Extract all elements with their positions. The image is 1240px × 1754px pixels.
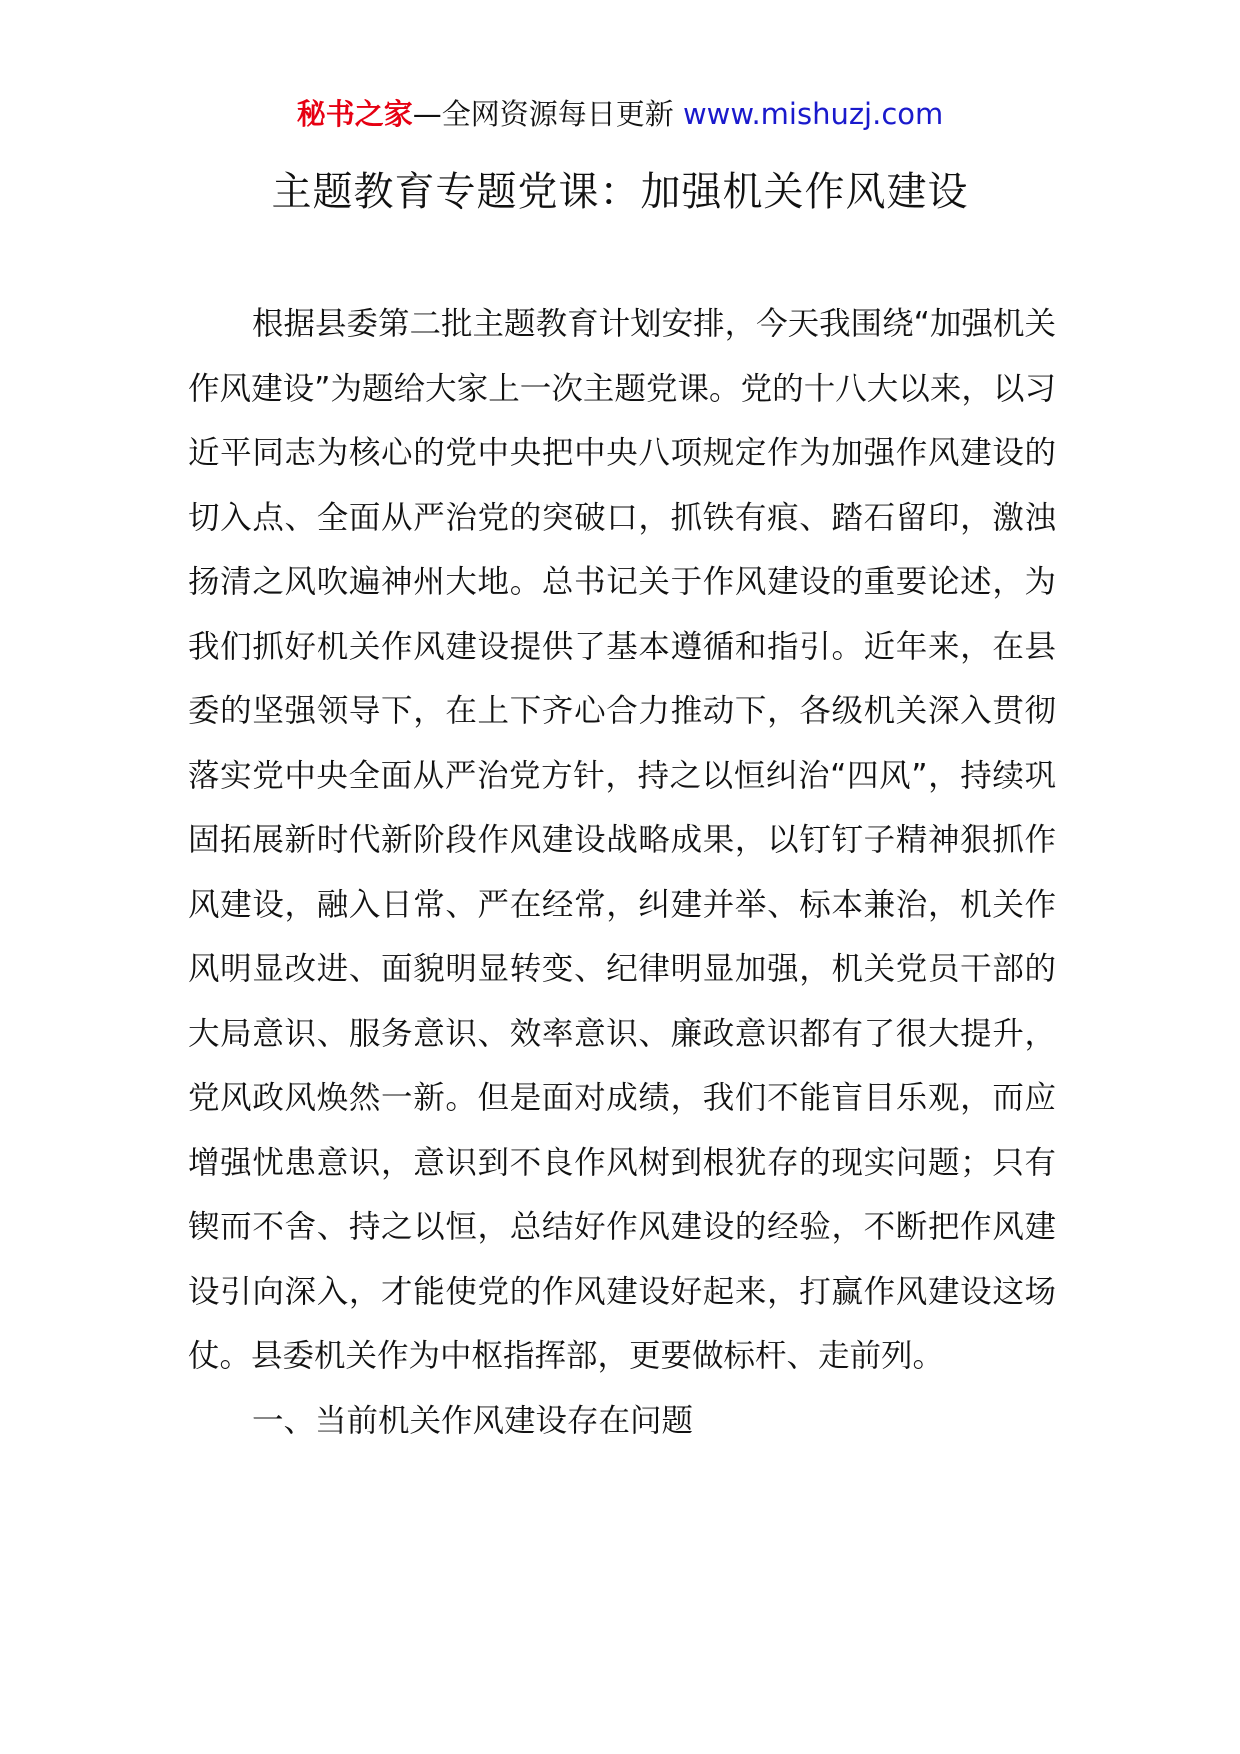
site-url-link[interactable]: www.mishuzj.com	[682, 97, 944, 131]
document-body	[188, 292, 1056, 1453]
document-title: 主题教育专题党课：加强机关作风建设	[271, 169, 969, 215]
brand-name: 秘书之家	[296, 97, 413, 131]
site-banner	[0, 94, 1240, 134]
section-heading-1: 一、当前机关作风建设存在问题	[252, 1402, 694, 1439]
banner-tagline: —全网资源每日更新	[412, 97, 674, 131]
paragraph-intro: 根据县委第二批主题教育计划安排，今天我围绕“加强机关作风建设”为题给大家上一次主题党课。党的十八大以来，以习近平同志为核心的党中央把中央八项规定作为加强作风建设的切入点、全面从严治党的突破口，抓铁有痕、踏石留印，激浊扬清之风吹遍神州大地。总书记关于作风建设的重要论述，为我们抓好机关作风建设提供了基本遵循和指引。近年来，在县委的坚强领导下，在上下齐心合力推动下，各级机关深入贯彻落实党中央全面从严治党方针，持之以恒纠治“四风”，持续巩固拓展新时代新阶段作风建设战略成果，以钉钉子精神狠抓作风建设，融入日常、严在经常，纠建并举、标本兼治，机关作风明显改进、面貌明显转变、纪律明显加强，机关党员干部的大局意识、服务意识、效率意识、廉政意识都有了很大提升，党风政风焕然一新。但是面对成绩，我们不能盲目乐观，而应增强忧患意识，意识到不良作风树到根犹存的现实问题；只有锲而不舍、持之以恒，总结好作风建设的经验，不断把作风建设引向深入，才能使党的作风建设好起来，打赢作风建设这场仗。县委机关作为中枢指挥部，更要做标杆、走前列。	[188, 306, 1056, 1374]
